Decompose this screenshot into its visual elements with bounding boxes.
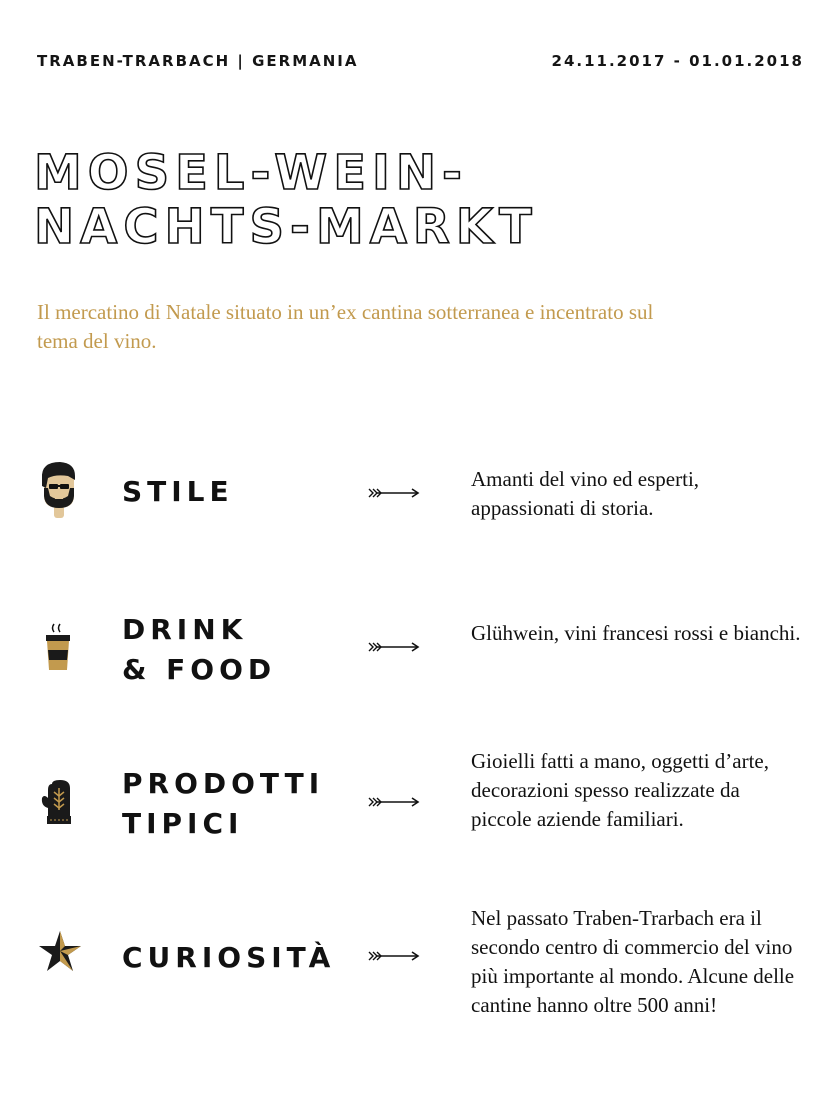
subtitle: Il mercatino di Natale situato in un’ex cantina sotterranea e incentrato sul tema del vino. [37, 300, 654, 353]
row-label-curiosity: CURIOSITÀ [122, 941, 336, 974]
row-label-drink-food: DRINK & FOOD [122, 613, 277, 686]
row-description-typical-products: Gioielli fatti a mano, oggetti d’arte, decorazioni spesso realizzate da piccole aziende familiari. [471, 749, 769, 831]
row-description-drink-food: Glühwein, vini francesi rossi e bianchi. [471, 621, 801, 645]
mitten-icon [38, 778, 82, 838]
arrow-right-icon [368, 641, 420, 653]
info-row-style [0, 462, 840, 522]
row-description-curiosity: Nel passato Traben-Trarbach era il secondo centro di commercio del vino più importante al mondo. Alcune delle cantine hanno oltre 500 anni! [471, 906, 795, 1017]
row-label-typical-products: PRODOTTI TIPICI [122, 767, 325, 840]
coffee-cup-icon [38, 622, 82, 682]
info-row-typical-products [0, 749, 840, 864]
arrow-right-icon [368, 487, 420, 499]
info-row-drink-food [0, 610, 840, 690]
bearded-man-icon [38, 462, 82, 522]
row-description-style: Amanti del vino ed esperti, appassionati di storia. [471, 467, 700, 520]
location-label: TRABEN-TRARBACH | GERMANIA [37, 52, 359, 70]
title-line-1: MOSEL-WEIN- [34, 145, 468, 201]
title-line-2: NACHTS-MARKT [34, 199, 538, 255]
dates-label: 24.11.2017 - 01.01.2018 [551, 52, 804, 70]
star-icon [38, 927, 82, 987]
page-title [34, 146, 654, 254]
arrow-right-icon [368, 796, 420, 808]
header-bar [37, 52, 804, 70]
arrow-right-icon [368, 950, 420, 962]
info-row-curiosity [0, 906, 840, 1017]
row-label-style: STILE [122, 475, 234, 508]
